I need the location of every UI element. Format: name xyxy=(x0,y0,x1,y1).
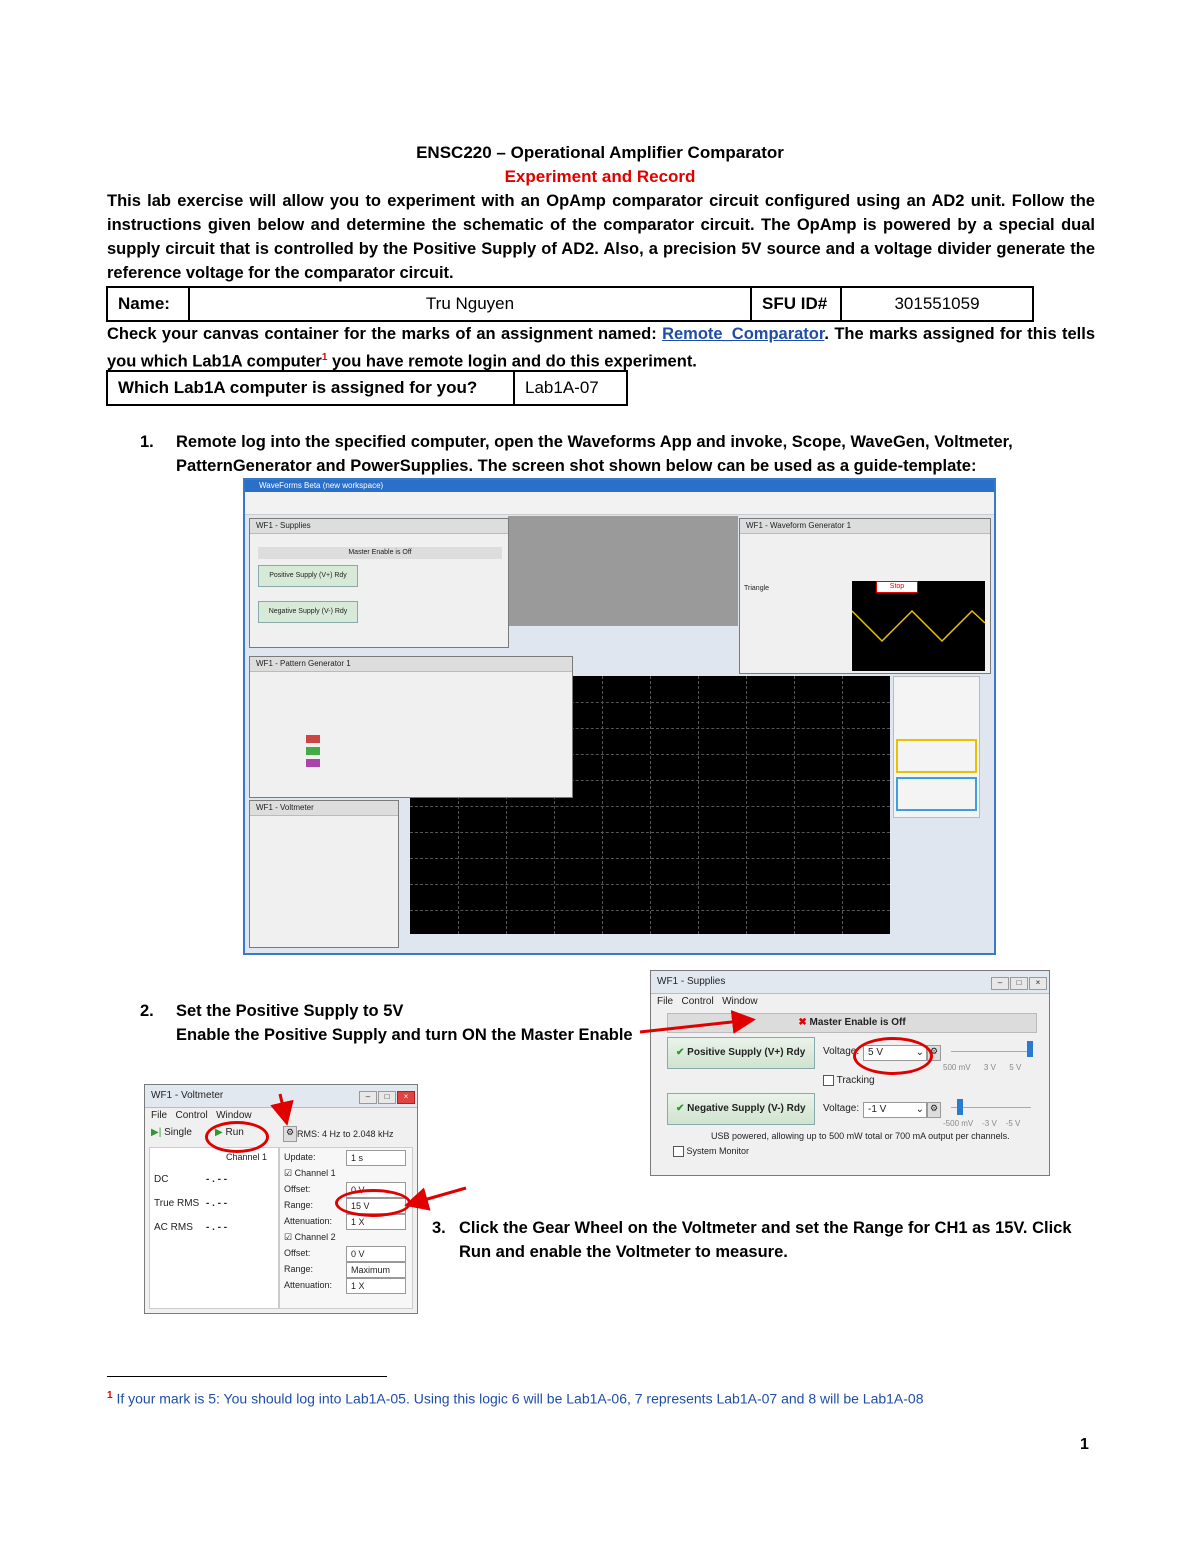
channel-1-header: Channel 1 xyxy=(226,1152,268,1162)
single-label: Single xyxy=(164,1127,192,1138)
remote-comparator-link[interactable]: Remote_Comparator xyxy=(662,325,825,343)
true-rms-value: - . - - xyxy=(206,1198,228,1209)
app-titlebar: WaveForms Beta (new workspace) xyxy=(245,480,994,492)
gear-icon[interactable]: ⚙ xyxy=(283,1126,297,1142)
dc-label: DC xyxy=(154,1174,169,1185)
chevron-down-icon: ⌄ xyxy=(915,1047,924,1058)
page-number: 1 xyxy=(1080,1436,1089,1453)
footnote xyxy=(107,1390,924,1407)
update-value: 1 s xyxy=(351,1153,364,1163)
minimize-icon[interactable]: – xyxy=(359,1091,377,1104)
usb-note: USB powered, allowing up to 500 mW total or 700 mA output per channels. xyxy=(711,1131,1010,1141)
canvas-note-end: you have remote login and do this experiment. xyxy=(327,352,697,371)
mini-wave-stop: Stop xyxy=(876,581,918,593)
menu-control[interactable]: Control xyxy=(681,996,714,1007)
offset2-value: 0 V xyxy=(351,1249,365,1259)
mini-positive-supply: Positive Supply (V+) Rdy xyxy=(258,565,358,587)
arrow-to-range xyxy=(410,1188,466,1204)
system-monitor-label: System Monitor xyxy=(686,1146,750,1156)
ch1-label: Channel 1 xyxy=(294,1168,336,1178)
x-icon: ✖ xyxy=(798,1017,807,1028)
maximize-icon[interactable]: □ xyxy=(378,1091,396,1104)
vm-menu-control[interactable]: Control xyxy=(175,1110,208,1121)
footnote-divider xyxy=(107,1376,387,1377)
step-1-number: 1. xyxy=(140,433,154,451)
negative-supply-label: Negative Supply (V-) Rdy xyxy=(687,1103,806,1114)
neg-voltage-value: -1 V xyxy=(868,1104,887,1115)
mini-wavegen-title: WF1 - Waveform Generator 1 xyxy=(740,519,990,534)
document-title: ENSC220 – Operational Amplifier Comparator xyxy=(416,143,784,162)
range-value: 15 V xyxy=(351,1201,370,1211)
step-3 xyxy=(432,1216,1092,1264)
sfu-id-value: 301551059 xyxy=(841,287,1033,321)
range-label: Range: xyxy=(284,1200,314,1210)
offset-value: 0 V xyxy=(351,1185,365,1195)
pos-scale-mid: 3 V xyxy=(983,1063,996,1072)
step-3-text: Click the Gear Wheel on the Voltmeter and set the Range for CH1 as 15V. Click Run and enable the Voltmeter to measure. xyxy=(459,1219,1072,1261)
pos-scale-max: 5 V xyxy=(1009,1063,1022,1072)
neg-voltage-label: Voltage: xyxy=(823,1103,860,1114)
channel-2-checkbox[interactable]: ☑ Channel 2 xyxy=(284,1232,336,1242)
attenuation-value: 1 X xyxy=(351,1217,365,1227)
attenuation2-value: 1 X xyxy=(351,1281,365,1291)
name-value: Tru Nguyen xyxy=(189,287,751,321)
minimize-icon[interactable]: – xyxy=(991,977,1009,990)
vm-menu-window[interactable]: Window xyxy=(216,1110,252,1121)
menu-window[interactable]: Window xyxy=(722,996,758,1007)
mini-master-enable: Master Enable is Off xyxy=(258,547,502,559)
dc-value: - . - - xyxy=(206,1174,228,1185)
footnote-ref: 1 xyxy=(321,352,328,363)
arrow-to-gear xyxy=(280,1094,286,1120)
ac-rms-label: AC RMS xyxy=(154,1222,193,1233)
check-icon: ✔ xyxy=(676,1103,685,1114)
attenuation-label: Attenuation: xyxy=(284,1216,333,1226)
neg-scale-min: -500 mV xyxy=(943,1119,974,1128)
pos-scale-min: 500 mV xyxy=(943,1063,971,1072)
step-2-number: 2. xyxy=(140,1002,154,1020)
range2-value: Maximum xyxy=(351,1265,391,1275)
menu-file[interactable]: File xyxy=(657,996,674,1007)
step-1-text: Remote log into the specified computer, open the Waveforms App and invoke, Scope, WaveGen, Voltmeter, PatternGenerator and PowerSupplies. The screen shot shown below can be used as a guide-template: xyxy=(176,433,1013,475)
master-enable-label: Master Enable is Off xyxy=(809,1017,906,1028)
mini-negative-supply: Negative Supply (V-) Rdy xyxy=(258,601,358,623)
tracking-label: Tracking xyxy=(836,1075,875,1087)
offset2-label: Offset: xyxy=(284,1248,311,1258)
pos-voltage-value: 5 V xyxy=(868,1047,884,1058)
step-3-number: 3. xyxy=(432,1219,446,1237)
check-icon: ✔ xyxy=(676,1047,685,1058)
computer-question: Which Lab1A computer is assigned for you? xyxy=(107,371,514,405)
mini-voltmeter-title: WF1 - Voltmeter xyxy=(250,801,398,816)
ac-rms-value: - . - - xyxy=(206,1222,228,1233)
footnote-text: If your mark is 5: You should log into Lab1A-05. Using this logic 6 will be Lab1A-06, 7 represents Lab1A-07 and 8 will be Lab1A-08 xyxy=(116,1390,924,1407)
step-2-text-2: Enable the Positive Supply and turn ON the Master Enable xyxy=(176,1026,633,1044)
close-icon[interactable]: × xyxy=(1029,977,1047,990)
attenuation2-label: Attenuation: xyxy=(284,1280,333,1290)
maximize-icon[interactable]: □ xyxy=(1010,977,1028,990)
gear-icon[interactable]: ⚙ xyxy=(927,1102,941,1118)
document-subtitle: Experiment and Record xyxy=(504,167,696,186)
step-2-text: Set the Positive Supply to 5V xyxy=(176,1002,404,1020)
arrow-to-master-enable xyxy=(640,1020,750,1032)
supplies-title: WF1 - Supplies xyxy=(657,976,726,987)
vm-menu-file[interactable]: File xyxy=(151,1110,168,1121)
mini-pattern-title: WF1 - Pattern Generator 1 xyxy=(250,657,572,672)
close-icon[interactable]: × xyxy=(397,1091,415,1104)
name-label: Name: xyxy=(107,287,189,321)
chevron-down-icon: ⌄ xyxy=(915,1104,924,1115)
sfu-id-label: SFU ID# xyxy=(751,287,841,321)
neg-scale-mid: -3 V xyxy=(982,1119,997,1128)
canvas-note-after: . The marks assigned for this tells you which Lab1A computer xyxy=(107,325,1095,371)
update-label: Update: xyxy=(284,1152,316,1162)
rms-note: RMS: 4 Hz to 2.048 kHz xyxy=(297,1129,394,1139)
footnote-mark: 1 xyxy=(107,1390,113,1401)
play-icon: ▶ xyxy=(215,1127,223,1138)
range2-label: Range: xyxy=(284,1264,314,1274)
computer-answer: Lab1A-07 xyxy=(514,371,627,405)
mini-supplies-title: WF1 - Supplies xyxy=(250,519,508,534)
single-step-icon: ▶| xyxy=(151,1127,162,1138)
ch2-label: Channel 2 xyxy=(294,1232,336,1242)
true-rms-label: True RMS xyxy=(154,1198,200,1209)
pos-voltage-label: Voltage: xyxy=(823,1046,860,1057)
neg-scale-max: -5 V xyxy=(1005,1119,1021,1128)
positive-supply-label: Positive Supply (V+) Rdy xyxy=(687,1047,806,1058)
intro-paragraph: This lab exercise will allow you to experiment with an OpAmp comparator circuit configured using an AD2 unit. Follow the instructions given below and determine the schematic of the comparator circuit. The OpAmp is powered by a special dual supply circuit that is controlled by the Positive Supply of AD2. Also, a precision 5V source and a voltage divider generate the reference voltage for the comparator circuit. xyxy=(107,192,1095,282)
offset-label: Offset: xyxy=(284,1184,311,1194)
run-label: Run xyxy=(225,1127,244,1138)
mini-wave-type: Triangle xyxy=(744,585,770,592)
canvas-note-before: Check your canvas container for the marks of an assignment named: xyxy=(107,325,663,343)
channel-1-checkbox[interactable]: ☑ Channel 1 xyxy=(284,1168,336,1178)
voltmeter-title: WF1 - Voltmeter xyxy=(151,1090,224,1101)
gear-icon[interactable]: ⚙ xyxy=(927,1045,941,1061)
